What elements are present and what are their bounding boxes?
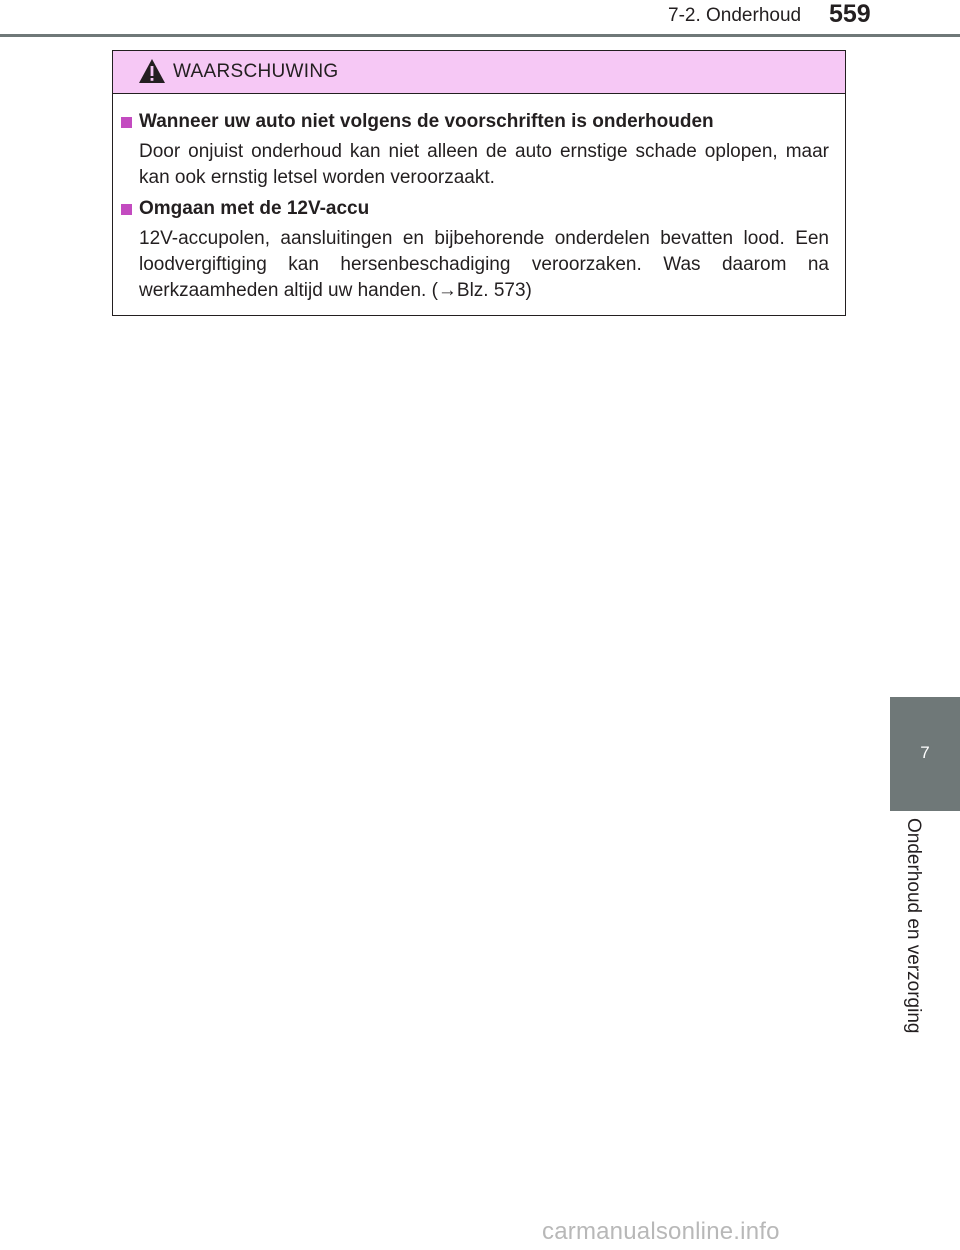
watermark: carmanualsonline.info (542, 1218, 780, 1245)
warning-item-text: 12V-accupolen, aansluitingen en bijbehorende onderdelen bevatten lood. Een loodvergiftiging kan hersenbeschadiging veroorzaken. Was daarom na werkzaamheden altijd uw handen. (→Blz. 573) (139, 228, 829, 301)
warning-header (113, 51, 845, 94)
page-header (0, 0, 960, 40)
square-bullet-icon (121, 117, 132, 128)
chapter-number: 7 (920, 743, 930, 762)
chapter-label: Onderhoud en verzorging (903, 818, 924, 1034)
warning-item-heading: Wanneer uw auto niet volgens de voorschriften is onderhouden (139, 111, 714, 132)
square-bullet-icon (121, 204, 132, 215)
warning-item (121, 195, 829, 304)
header-rule (0, 34, 960, 37)
warning-body (113, 94, 845, 304)
warning-title: WAARSCHUWING (173, 61, 339, 82)
section-title: 7-2. Onderhoud (668, 5, 802, 26)
warning-triangle-icon (138, 57, 166, 85)
warning-item (121, 108, 829, 191)
warning-item-heading: Omgaan met de 12V-accu (139, 198, 370, 219)
warning-item-text: Door onjuist onderhoud kan niet alleen de auto ernstige schade oplopen, maar kan ook ernstig letsel worden veroorzaakt. (139, 141, 829, 188)
warning-box (112, 50, 846, 316)
page-number: 559 (829, 0, 871, 28)
chapter-tab (890, 697, 960, 811)
